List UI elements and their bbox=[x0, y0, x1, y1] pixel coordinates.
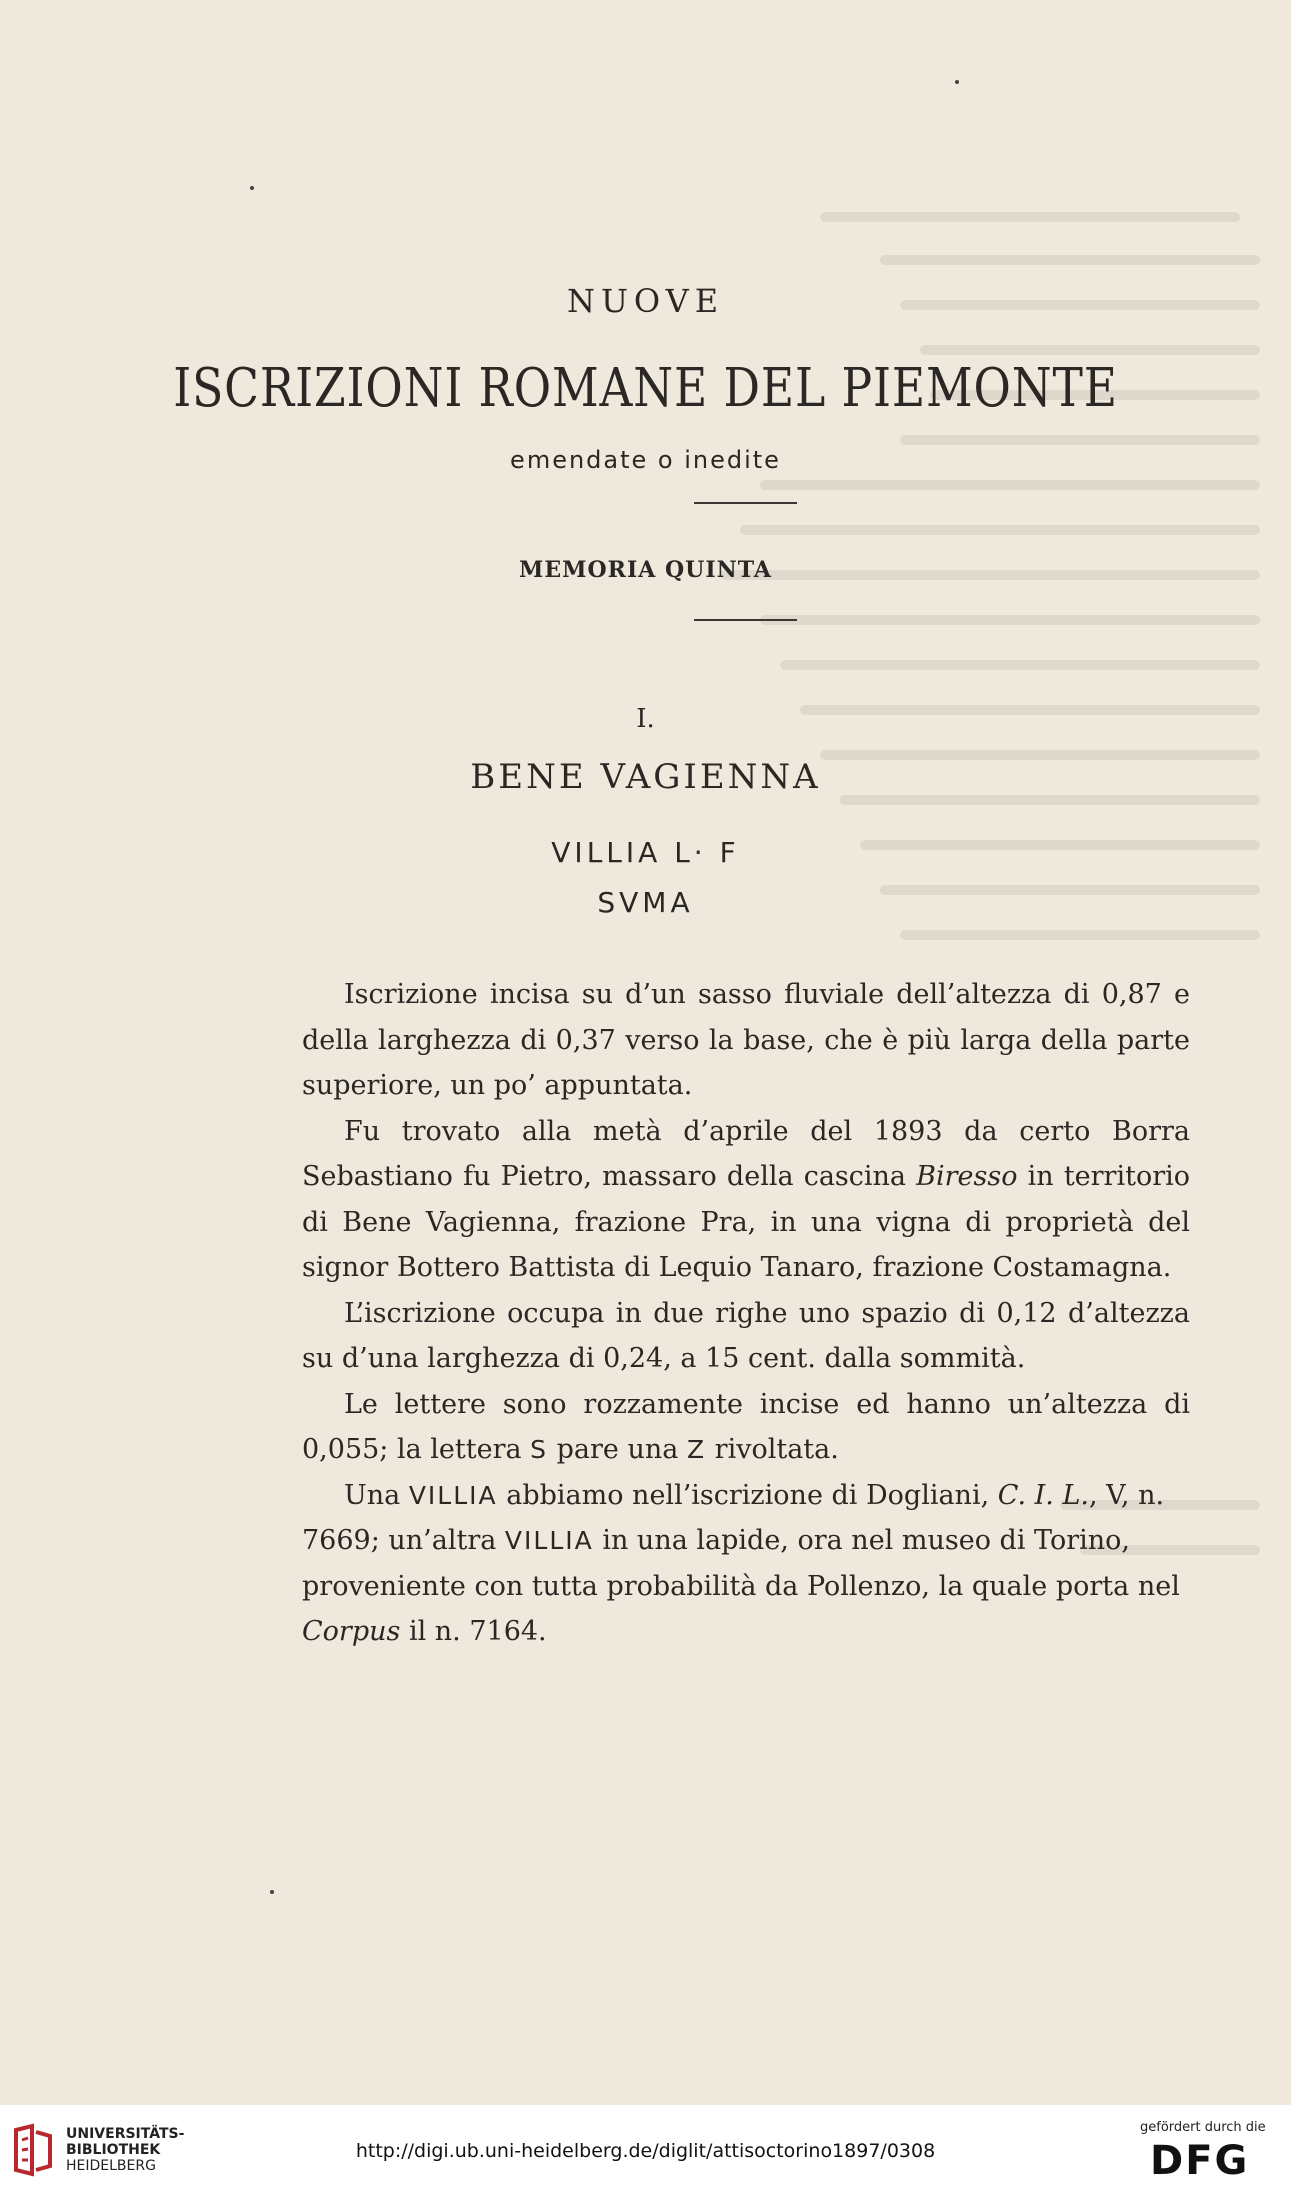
page-title: ISCRIZIONI ROMANE DEL PIEMONTE bbox=[173, 358, 1118, 419]
source-url[interactable]: http://digi.ub.uni-heidelberg.de/diglit/attisoctorino1897/0308 bbox=[355, 2140, 936, 2162]
paragraph: Le lettere sono rozzamente incise ed hanno un’altezza di 0,055; la lettera S pare una Z rivoltata. bbox=[302, 1388, 1190, 1465]
paragraph: Una VILLIA abbiamo nell’iscrizione di Dogliani, C. I. L., V, n. 7669; un’altra VILLIA in una lapide, ora nel museo di Torino, proveniente con tutta probabilità da Pollenzo, la quale porta nel Corpus il n. 7164. bbox=[302, 1479, 1180, 1647]
inscription-word: VILLIA bbox=[408, 1480, 498, 1510]
divider bbox=[694, 502, 797, 504]
letter-z: Z bbox=[686, 1435, 707, 1464]
paragraph: L’iscrizione occupa in due righe uno spazio di 0,12 d’altezza su d’una larghezza di 0,24, a 15 cent. dalla sommità. bbox=[302, 1297, 1190, 1374]
funded-by-label: gefördert durch die bbox=[1140, 2120, 1266, 2135]
place-name: Biresso bbox=[916, 1161, 1018, 1192]
library-name: UNIVERSITÄTS- BIBLIOTHEK HEIDELBERG bbox=[66, 2126, 185, 2174]
memoria-heading: MEMORIA QUINTA bbox=[519, 557, 772, 583]
citation: Corpus bbox=[302, 1616, 401, 1647]
paragraph: Fu trovato alla metà d’aprile del 1893 da certo Borra Sebastiano fu Pietro, massaro della cascina Biresso in territorio di Bene Vagienna, frazione Pra, in una vigna di proprietà del signor Bottero Battista di Lequio Tanaro, frazione Costamagna. bbox=[302, 1115, 1191, 1283]
inscription-line-1: VILLIA L· F bbox=[551, 836, 740, 869]
title-top: NUOVE bbox=[566, 282, 725, 320]
citation: C. I. L. bbox=[997, 1479, 1089, 1511]
subtitle: emendate o inedite bbox=[510, 446, 781, 474]
paper-speck bbox=[955, 80, 959, 84]
divider bbox=[694, 619, 797, 621]
paper-speck bbox=[250, 186, 254, 190]
body-text bbox=[302, 972, 1190, 1655]
paper-speck bbox=[270, 1890, 274, 1894]
paragraph: Iscrizione incisa su d’un sasso fluviale dell’altezza di 0,87 e della larghezza di 0,37 verso la base, che è più larga della parte superiore, un po’ appuntata. bbox=[302, 979, 1190, 1101]
letter-s: S bbox=[530, 1435, 549, 1464]
dfg-logo: DFG bbox=[1150, 2138, 1250, 2184]
section-heading: BENE VAGIENNA bbox=[470, 757, 821, 797]
section-number: I. bbox=[636, 704, 655, 734]
inscription-word: VILLIA bbox=[504, 1526, 594, 1555]
inscription-line-2: SVMA bbox=[597, 886, 694, 919]
